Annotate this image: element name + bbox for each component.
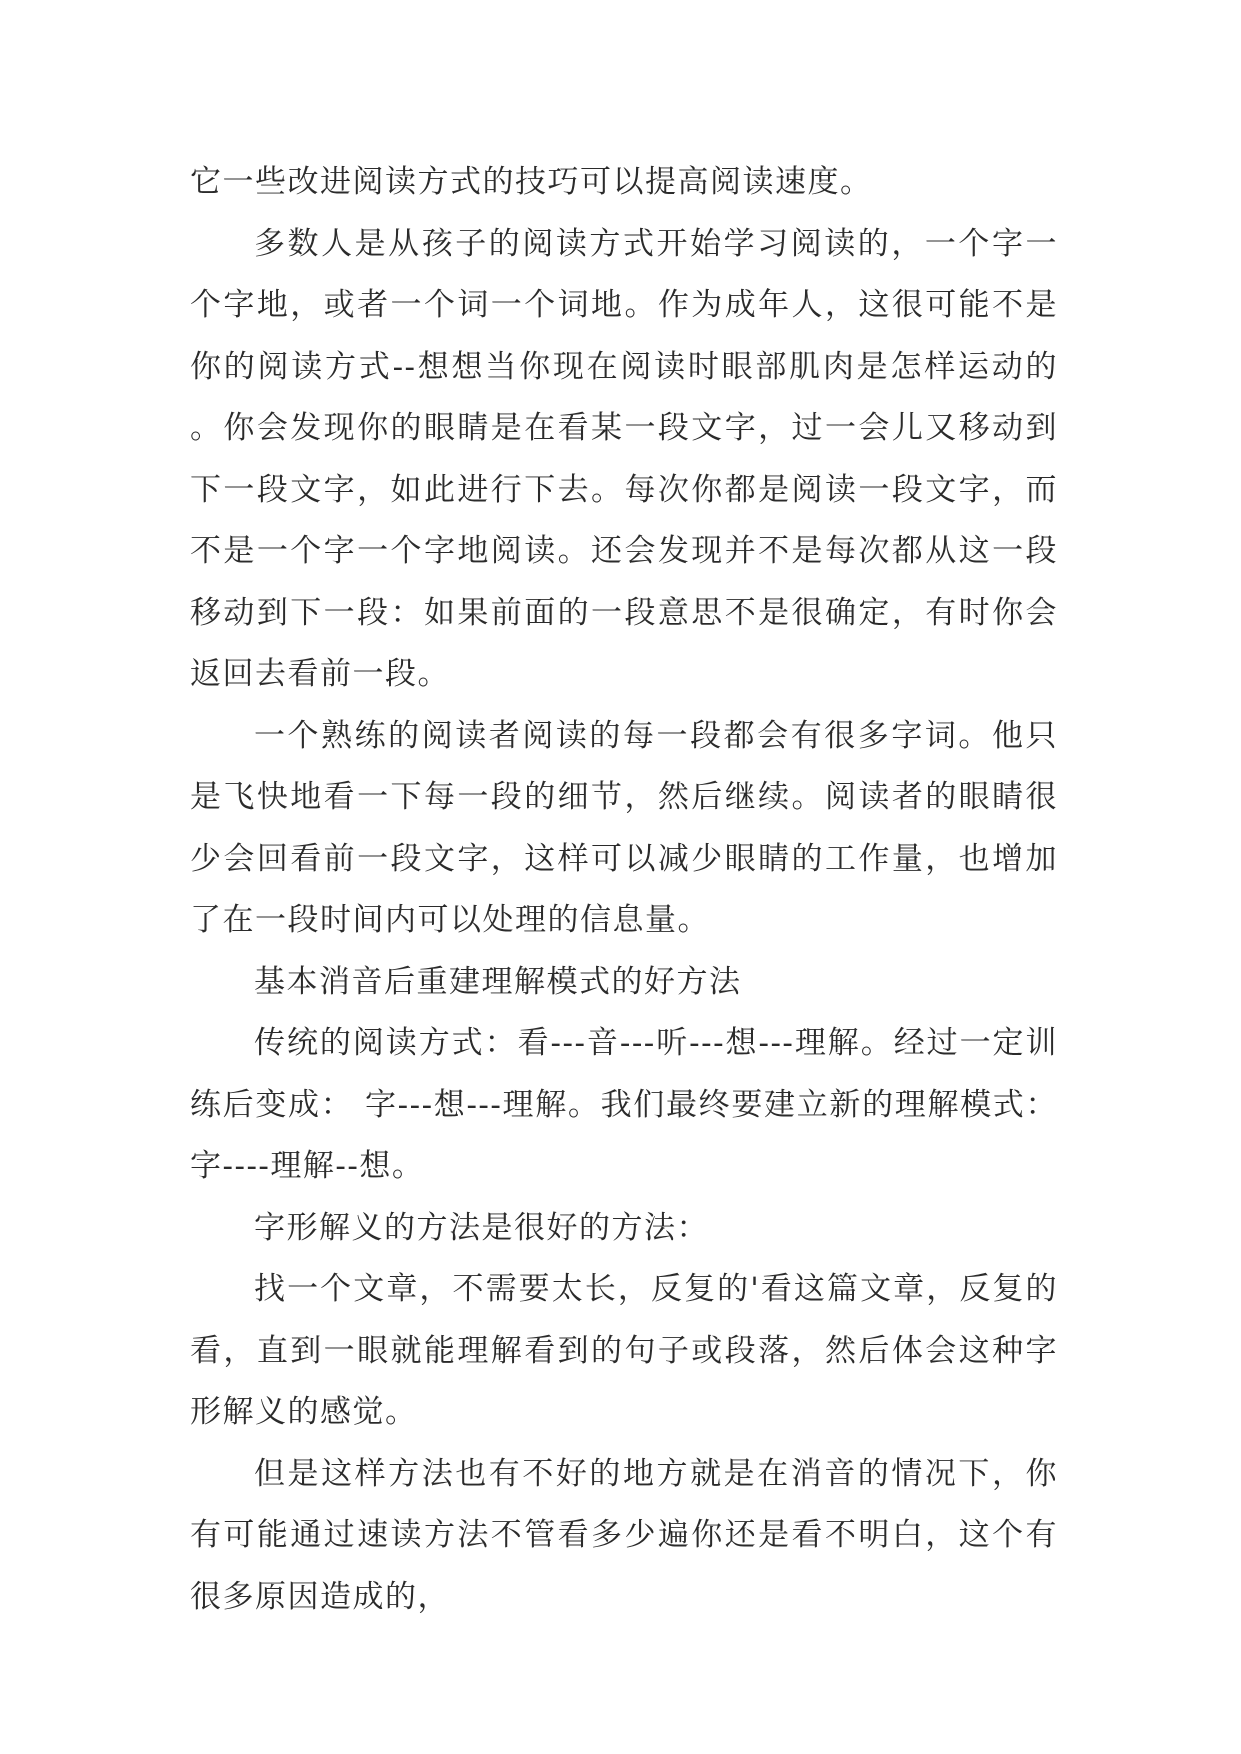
paragraph-practice: 找一个文章，不需要太长，反复的'看这篇文章，反复的看，直到一眼就能理解看到的句子或段落，然后体会这种字形解义的感觉。 xyxy=(190,1271,1058,1430)
body-text xyxy=(190,152,1058,1628)
section-heading-method: 基本消音后重建理解模式的好方法 xyxy=(254,963,742,1000)
paragraph-drawback: 但是这样方法也有不好的地方就是在消音的情况下，你有可能通过速读方法不管看多少遍你还是看不明白，这个有很多原因造成的， xyxy=(190,1455,1058,1615)
paragraph-glyph-method: 字形解义的方法是很好的方法： xyxy=(254,1209,709,1246)
paragraph-reading-habits: 多数人是从孩子的阅读方式开始学习阅读的，一个字一个字地，或者一个词一个词地。作为成年人，这很可能不是你的阅读方式--想想当你现在阅读时眼部肌肉是怎样运动的。你会发现你的眼睛是在看某一段文字，过一会儿又移动到下一段文字，如此进行下去。每次你都是阅读一段文字，而不是一个字一个字地阅读。还会发现并不是每次都从这一段移动到下一段：如果前面的一段意思不是很确定，有时你会返回去看前一段。 xyxy=(190,225,1058,692)
paragraph-skilled-reader: 一个熟练的阅读者阅读的每一段都会有很多字词。他只是飞快地看一下每一段的细节，然后继续。阅读者的眼睛很少会回看前一段文字，这样可以减少眼睛的工作量，也增加了在一段时间内可以处理的信息量。 xyxy=(190,717,1058,938)
paragraph-continuation: 它一些改进阅读方式的技巧可以提高阅读速度。 xyxy=(190,164,873,200)
paragraph-traditional-reading: 传统的阅读方式：看---音---听---想---理解。经过一定训练后变成： 字---想---理解。我们最终要建立新的理解模式：字----理解--想。 xyxy=(190,1025,1058,1184)
